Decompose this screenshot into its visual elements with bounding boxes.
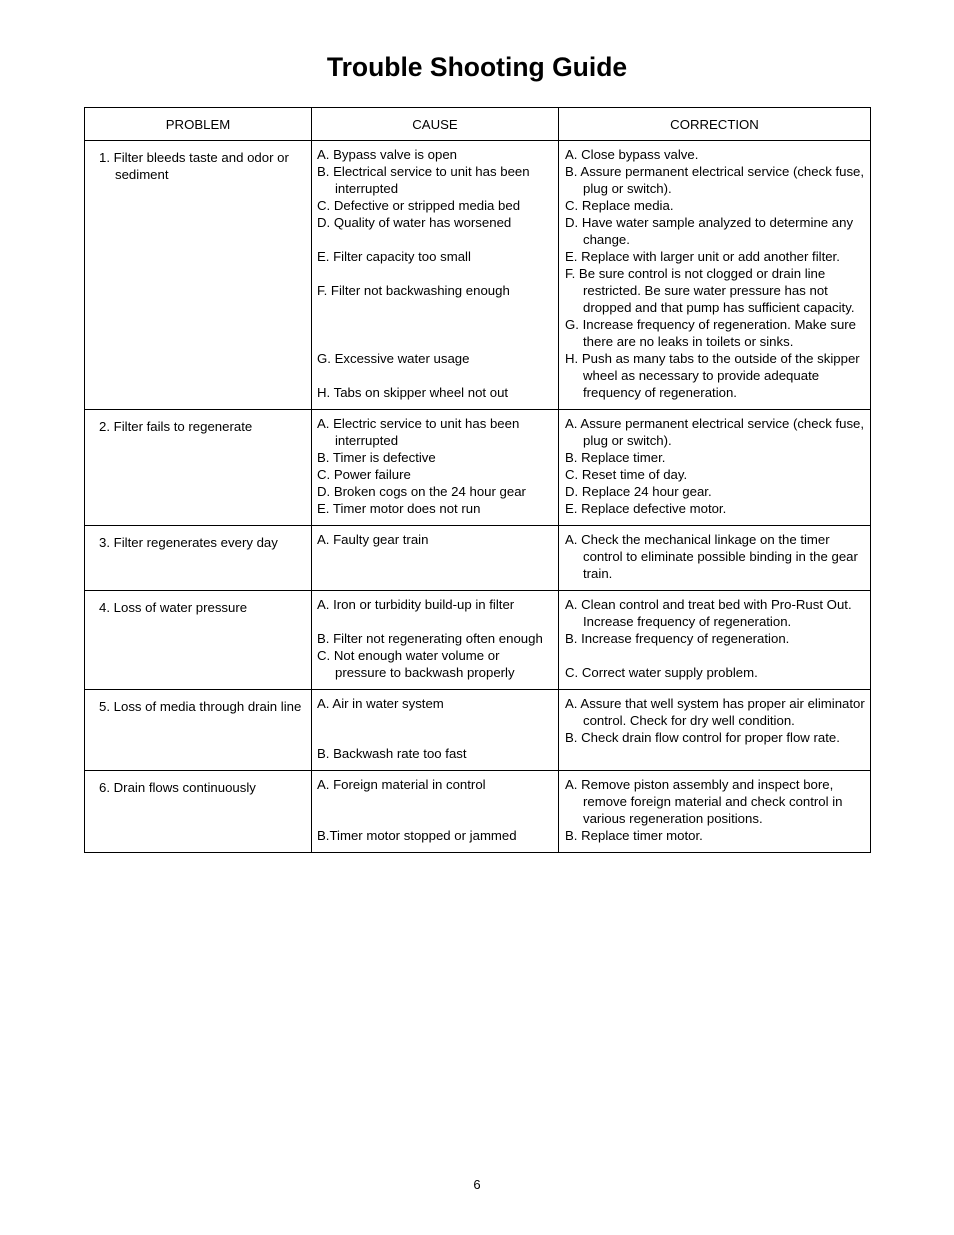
problem-text: 5. Loss of media through drain line xyxy=(99,699,302,714)
table-header-row xyxy=(85,108,871,141)
correction-item: A. Assure that well system has proper air eliminator control. Check for dry well condition. xyxy=(565,696,865,728)
cause-item: E. Timer motor does not run xyxy=(317,501,481,516)
table-row xyxy=(85,690,871,771)
correction-cell xyxy=(559,771,871,853)
cause-item: A. Iron or turbidity build-up in filter xyxy=(317,597,515,612)
correction-item: G. Increase frequency of regeneration. Make sure there are no leaks in toilets or sinks. xyxy=(565,317,857,349)
correction-cell xyxy=(559,526,871,591)
table-row xyxy=(85,141,871,410)
cause-item: C. Power failure xyxy=(317,467,411,482)
header-correction: CORRECTION xyxy=(559,108,871,141)
problem-text: 2. Filter fails to regenerate xyxy=(99,419,253,434)
cause-item: G. Excessive water usage xyxy=(317,351,470,366)
cause-cell xyxy=(312,141,559,410)
cause-item: A. Bypass valve is open xyxy=(317,147,458,162)
correction-item: E. Replace with larger unit or add another filter. xyxy=(565,249,840,264)
cause-cell xyxy=(312,771,559,853)
cause-item: A. Electric service to unit has been interrupted xyxy=(317,416,520,448)
correction-item: A. Close bypass valve. xyxy=(565,147,699,162)
cause-item: H. Tabs on skipper wheel not out xyxy=(317,385,509,400)
cause-item: A. Air in water system xyxy=(317,696,444,711)
correction-item: F. Be sure control is not clogged or drain line restricted. Be sure water pressure has not dropped and that pump has sufficient capacity. xyxy=(565,266,855,315)
table-row xyxy=(85,591,871,690)
troubleshooting-table xyxy=(84,107,871,853)
correction-item: B. Replace timer motor. xyxy=(565,828,703,843)
correction-cell xyxy=(559,591,871,690)
correction-item: A. Remove piston assembly and inspect bore, remove foreign material and check control in various regeneration positions. xyxy=(565,777,843,826)
cause-item: C. Not enough water volume or pressure to backwash properly xyxy=(317,648,515,680)
cause-cell xyxy=(312,591,559,690)
page-title: Trouble Shooting Guide xyxy=(326,52,628,82)
cause-item: F. Filter not backwashing enough xyxy=(317,283,510,298)
correction-cell xyxy=(559,410,871,526)
cause-item: D. Quality of water has worsened xyxy=(317,215,512,230)
correction-item: A. Check the mechanical linkage on the timer control to eliminate possible binding in the gear train. xyxy=(565,532,858,581)
correction-item: C. Correct water supply problem. xyxy=(565,665,758,680)
correction-cell xyxy=(559,690,871,771)
cause-item: B.Timer motor stopped or jammed xyxy=(317,828,517,843)
correction-item: A. Assure permanent electrical service (check fuse, plug or switch). xyxy=(565,416,865,448)
table-row xyxy=(85,771,871,853)
header-cause: CAUSE xyxy=(312,108,559,141)
cause-item: A. Faulty gear train xyxy=(317,532,429,547)
cause-item: C. Defective or stripped media bed xyxy=(317,198,521,213)
table-row xyxy=(85,410,871,526)
problem-text: 4. Loss of water pressure xyxy=(99,600,248,615)
correction-item: D. Have water sample analyzed to determine any change. xyxy=(565,215,854,247)
problem-text: 3. Filter regenerates every day xyxy=(99,535,278,550)
correction-item: D. Replace 24 hour gear. xyxy=(565,484,712,499)
problem-cell xyxy=(85,591,312,690)
problem-cell xyxy=(85,771,312,853)
correction-item: C. Replace media. xyxy=(565,198,674,213)
problem-cell xyxy=(85,690,312,771)
header-problem: PROBLEM xyxy=(85,108,312,141)
problem-cell xyxy=(85,141,312,410)
cause-item: B. Timer is defective xyxy=(317,450,436,465)
cause-item: B. Electrical service to unit has been interrupted xyxy=(317,164,530,196)
correction-item: B. Increase frequency of regeneration. xyxy=(565,631,790,646)
cause-item: D. Broken cogs on the 24 hour gear xyxy=(317,484,526,499)
correction-item: B. Replace timer. xyxy=(565,450,666,465)
cause-item: B. Filter not regenerating often enough xyxy=(317,631,543,646)
cause-item: E. Filter capacity too small xyxy=(317,249,471,264)
correction-item: A. Clean control and treat bed with Pro-Rust Out. Increase frequency of regeneration. xyxy=(565,597,852,629)
correction-item: C. Reset time of day. xyxy=(565,467,688,482)
problem-cell xyxy=(85,410,312,526)
correction-item: H. Push as many tabs to the outside of the skipper wheel as necessary to provide adequate frequency of regeneration. xyxy=(565,351,860,400)
problem-cell xyxy=(85,526,312,591)
page-number: 6 xyxy=(473,1177,481,1192)
problem-text: 6. Drain flows continuously xyxy=(99,780,256,795)
table-row xyxy=(85,526,871,591)
cause-item: A. Foreign material in control xyxy=(317,777,486,792)
cause-cell xyxy=(312,690,559,771)
correction-item: E. Replace defective motor. xyxy=(565,501,727,516)
correction-item: B. Assure permanent electrical service (check fuse, plug or switch). xyxy=(565,164,865,196)
cause-cell xyxy=(312,410,559,526)
correction-cell xyxy=(559,141,871,410)
cause-cell xyxy=(312,526,559,591)
cause-item: B. Backwash rate too fast xyxy=(317,746,467,761)
correction-item: B. Check drain flow control for proper flow rate. xyxy=(565,730,840,745)
problem-text: 1. Filter bleeds taste and odor or sediment xyxy=(99,150,289,182)
